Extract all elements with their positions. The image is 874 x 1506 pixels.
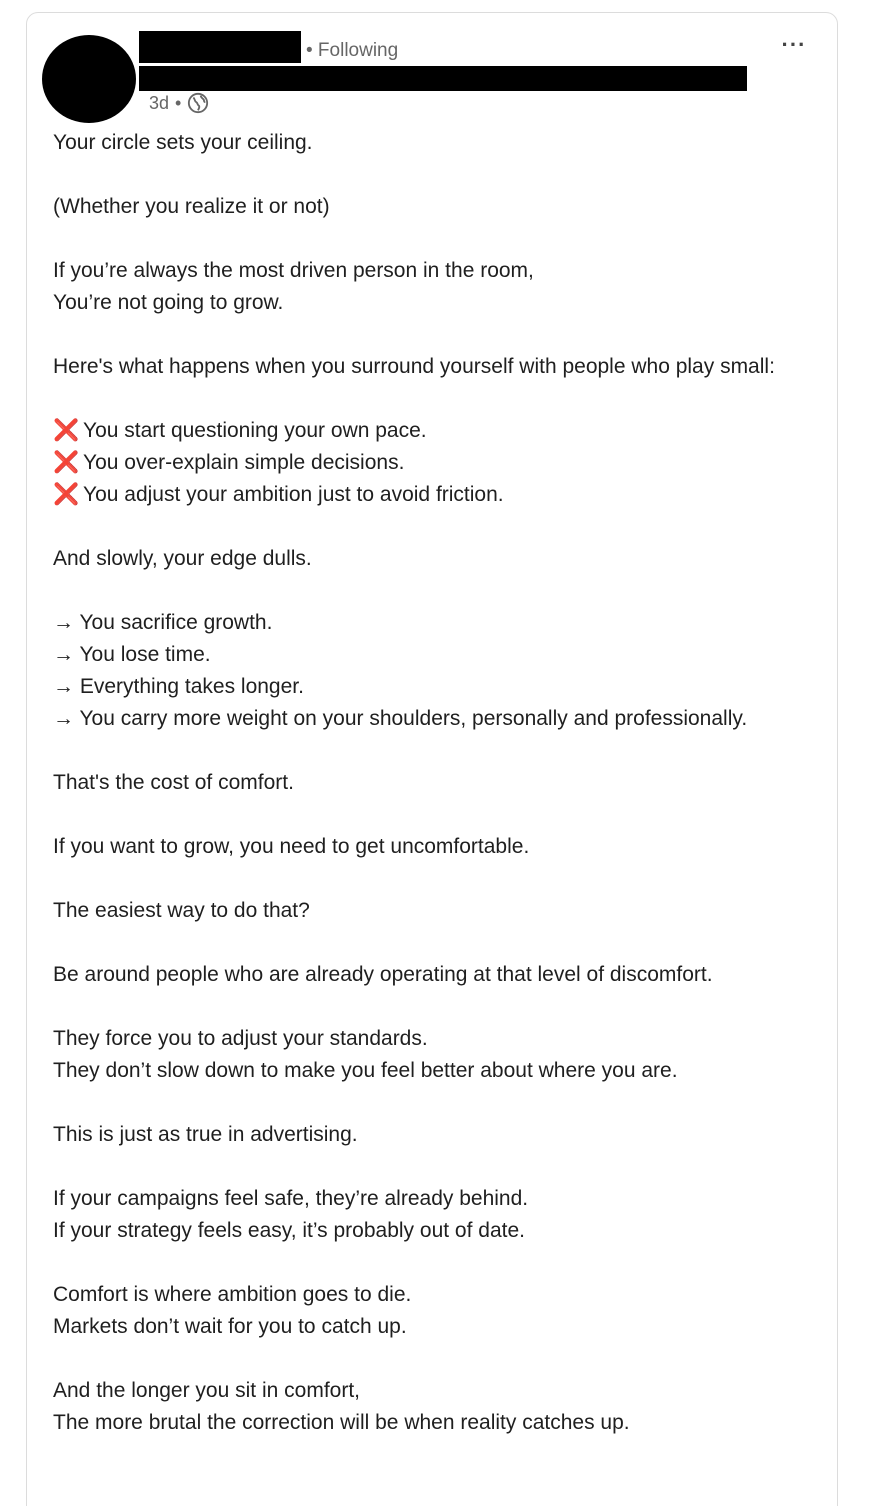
paragraph: If you want to grow, you need to get uncomfortable. (53, 835, 530, 858)
arrow-list (53, 607, 813, 735)
post-meta (149, 91, 209, 115)
paragraph: (Whether you realize it or not) (53, 195, 330, 218)
cross-mark-icon: ❌ (53, 483, 80, 506)
x-list-item (53, 415, 813, 447)
paragraph (53, 1279, 813, 1343)
paragraph (53, 1023, 813, 1087)
cross-mark-icon: ❌ (53, 419, 80, 442)
text-line: If you’re always the most driven person in the room, (53, 259, 534, 282)
arrow-list-item: → You carry more weight on your shoulders, personally and professionally. (53, 707, 748, 730)
text-line: You’re not going to grow. (53, 291, 284, 314)
text-line: Markets don’t wait for you to catch up. (53, 1315, 407, 1338)
author-avatar[interactable] (42, 35, 136, 123)
post-time: 3d (149, 92, 170, 113)
text-line: Comfort is where ambition goes to die. (53, 1283, 412, 1306)
paragraph: Here's what happens when you surround yourself with people who play small: (53, 355, 775, 378)
text-line: The more brutal the correction will be when reality catches up. (53, 1411, 630, 1434)
text-line: They force you to adjust your standards. (53, 1027, 428, 1050)
arrow-list-item: → You sacrifice growth. (53, 611, 273, 634)
redacted-author-name[interactable] (139, 31, 301, 63)
paragraph (53, 1183, 813, 1247)
globe-icon (187, 92, 209, 114)
paragraph: This is just as true in advertising. (53, 1123, 358, 1146)
paragraph: The easiest way to do that? (53, 899, 310, 922)
post-body (53, 127, 813, 1471)
text-line: And the longer you sit in comfort, (53, 1379, 360, 1402)
arrow-list-item: → You lose time. (53, 643, 211, 666)
meta-separator: • (175, 92, 182, 113)
x-list-item (53, 447, 813, 479)
x-list-text: You start questioning your own pace. (83, 419, 427, 442)
arrow-list-item: → Everything takes longer. (53, 675, 304, 698)
text-line: They don’t slow down to make you feel better about where you are. (53, 1059, 678, 1082)
following-status: • Following (306, 40, 399, 61)
paragraph: That's the cost of comfort. (53, 771, 294, 794)
text-line: If your campaigns feel safe, they’re already behind. (53, 1187, 529, 1210)
paragraph (53, 255, 813, 319)
paragraph: Be around people who are already operating at that level of discomfort. (53, 963, 713, 986)
x-list-item (53, 479, 813, 511)
paragraph: Your circle sets your ceiling. (53, 131, 313, 154)
text-line: If your strategy feels easy, it’s probably out of date. (53, 1219, 525, 1242)
x-list-text: You adjust your ambition just to avoid friction. (83, 483, 504, 506)
x-list-text: You over-explain simple decisions. (83, 451, 405, 474)
cross-mark-icon: ❌ (53, 451, 80, 474)
redacted-author-headline (139, 66, 747, 91)
paragraph: And slowly, your edge dulls. (53, 547, 312, 570)
more-options-button[interactable]: ··· (781, 32, 807, 57)
x-list (53, 415, 813, 511)
paragraph (53, 1375, 813, 1439)
